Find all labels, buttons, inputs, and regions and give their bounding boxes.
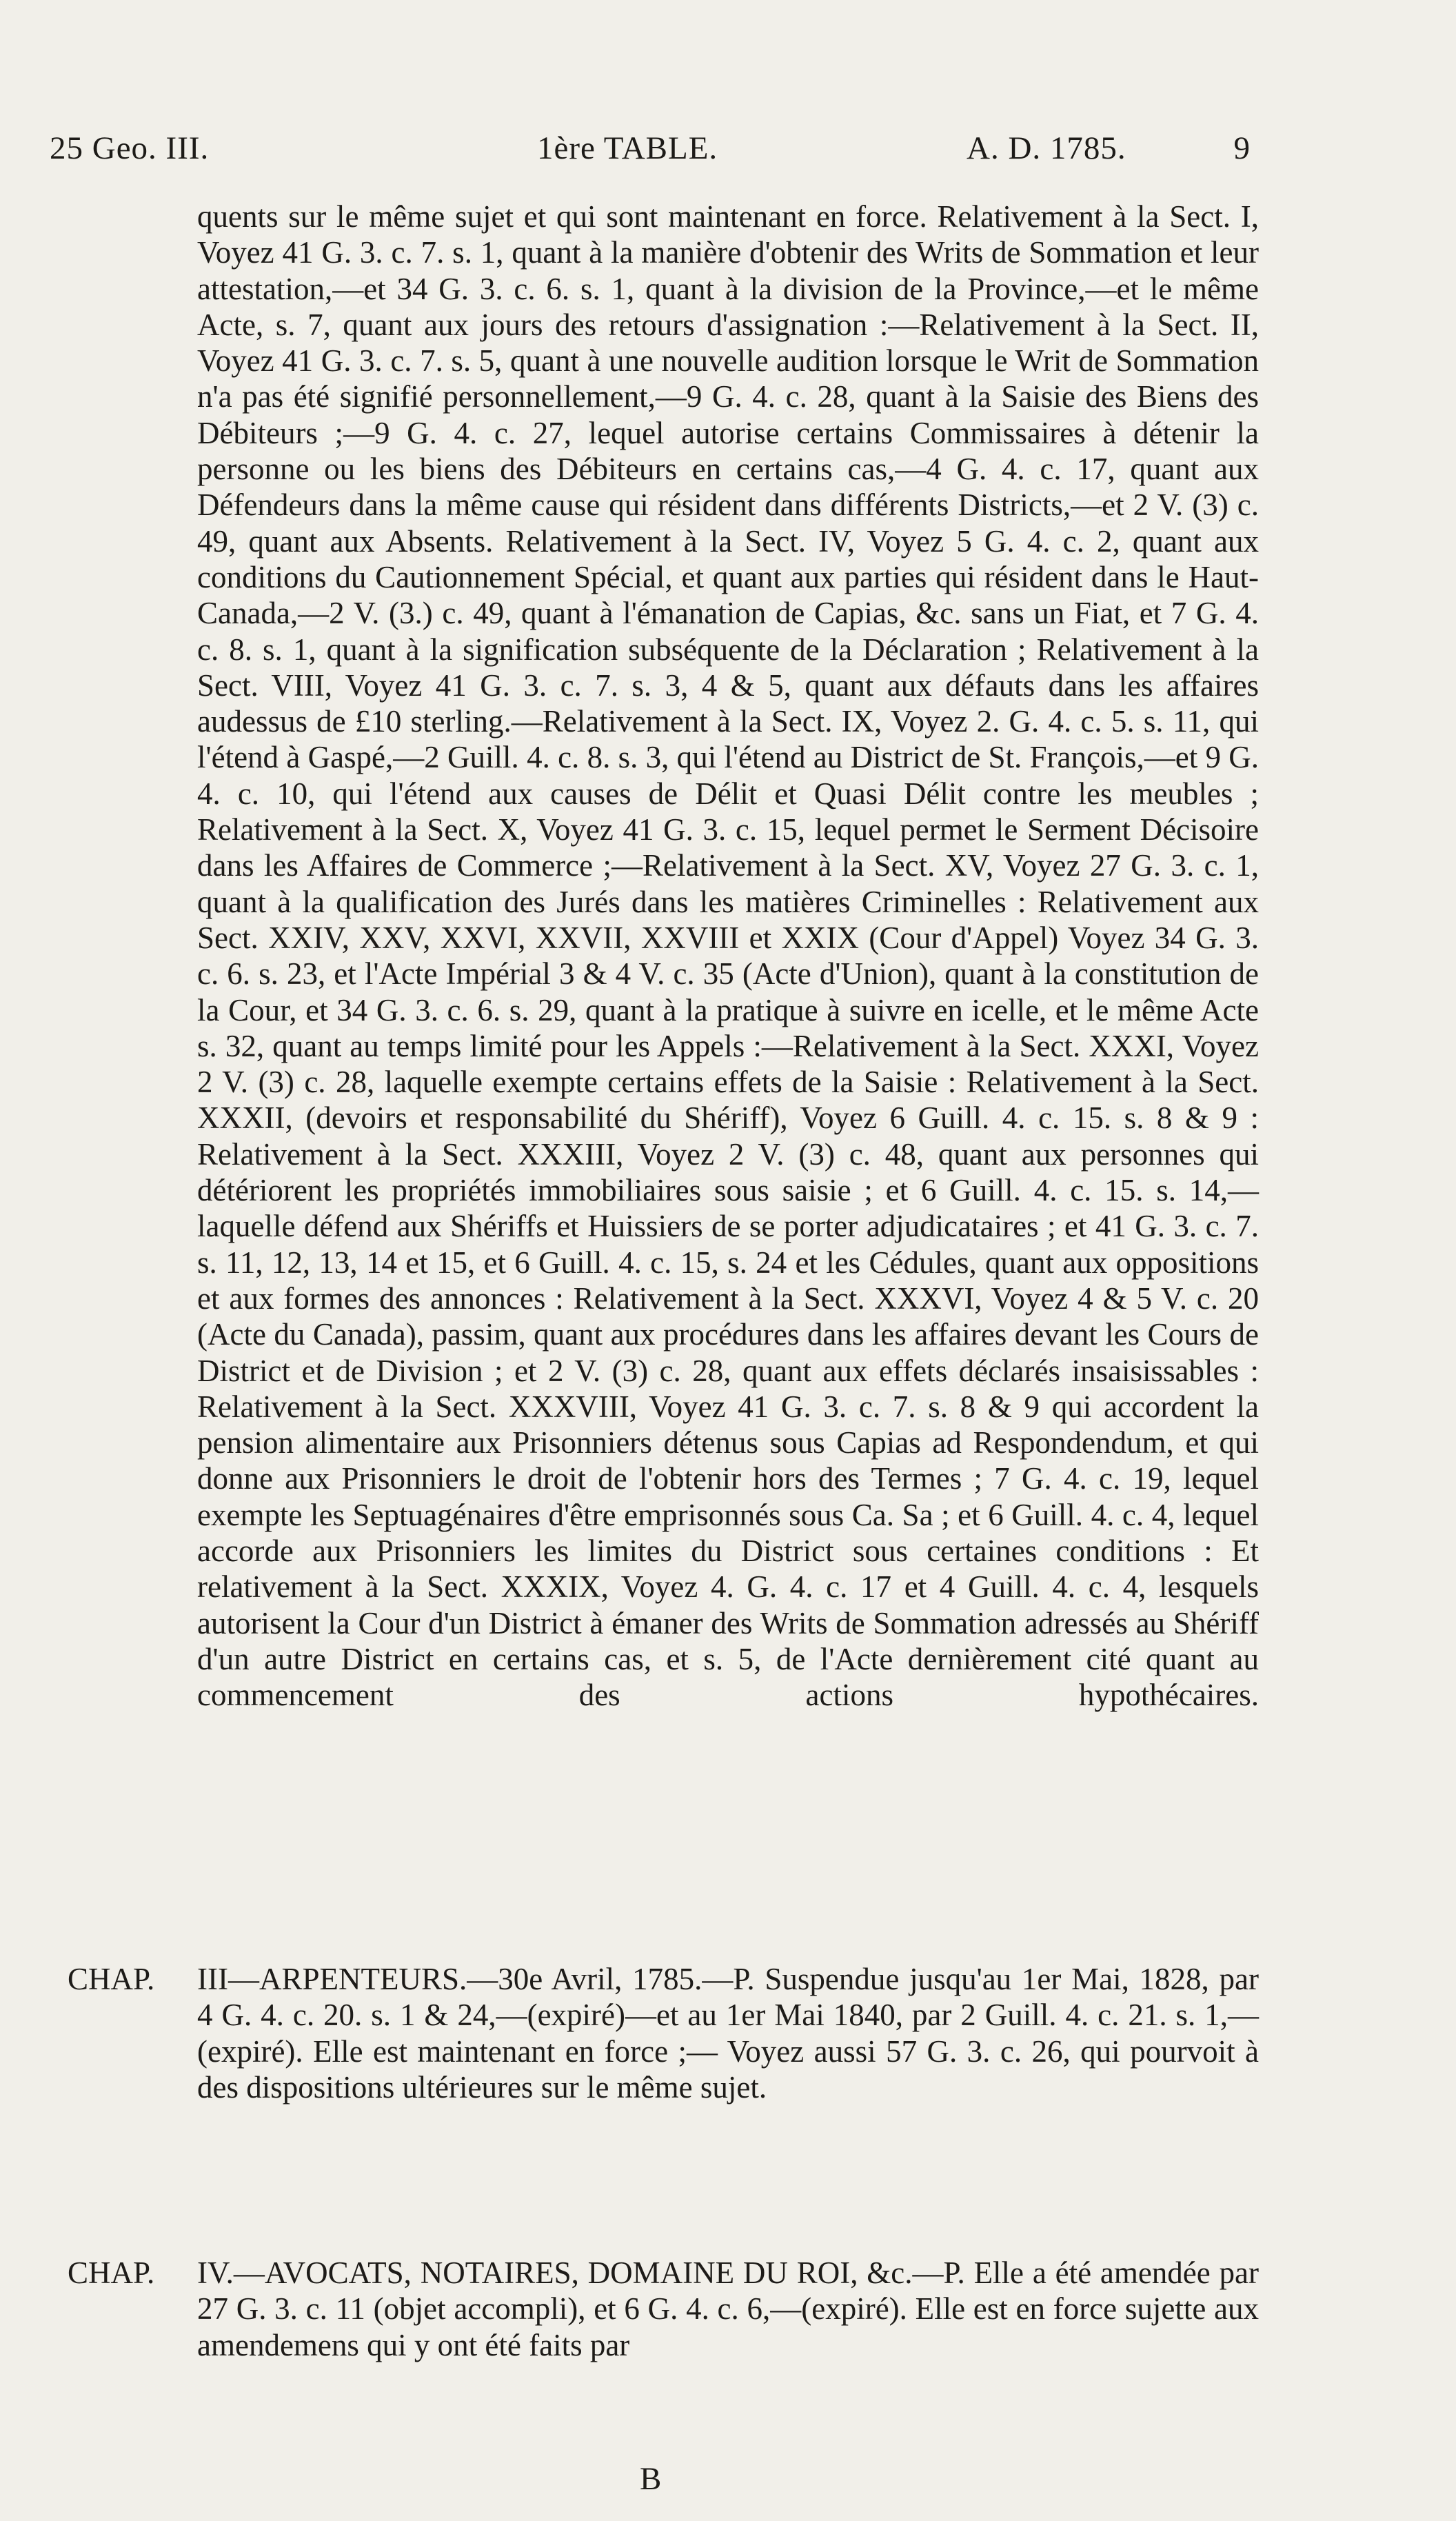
header-year: A. D. 1785.: [967, 130, 1126, 166]
header-table-title: 1ère TABLE.: [537, 130, 718, 166]
page-number: 9: [1233, 130, 1251, 166]
continuation-paragraph: [197, 199, 1259, 1713]
running-header: [50, 130, 1251, 171]
chapter-text: IV.—AVOCATS, NOTAIRES, DOMAINE DU ROI, &c.—P. Elle a été amendée par 27 G. 3. c. 11 (objet accompli), et 6 G. 4. c. 6,—(expiré). Elle est en force sujette aux amendemens qui y ont été faits par: [197, 2256, 1259, 2362]
continuation-text: quents sur le même sujet et qui sont maintenant en force. Relativement à la Sect. I, Voyez 41 G. 3. c. 7. s. 1, quant à la manière d'obtenir des Writs de Sommation et leur attestation,—et 34 G. 3. c. 6. s. 1, quant à la division de la Province,—et le même Acte, s. 7, quant aux jours des retours d'assignation :—Relativement à la Sect. II, Voyez 41 G. 3. c. 7. s. 5, quant à une nouvelle audition lorsque le Writ de Sommation n'a pas été signifié personnellement,—9 G. 4. c. 28, quant à la Saisie des Biens des Débiteurs ;—9 G. 4. c. 27, lequel autorise certains Commissaires à détenir la personne ou les biens des Débiteurs en certains cas,—4 G. 4. c. 17, quant aux Défendeurs dans la même cause qui résident dans différents Districts,—et 2 V. (3) c. 49, quant aux Absents. Relativement à la Sect. IV, Voyez 5 G. 4. c. 2, quant aux conditions du Cautionnement Spécial, et quant aux parties qui résident dans le Haut-Canada,—2 V. (3.) c. 49, quant à l'émanation de Capias, &c. sans un Fiat, et 7 G. 4. c. 8. s. 1, quant à la signification subséquente de la Déclaration ; Relativement à la Sect. VIII, Voyez 41 G. 3. c. 7. s. 3, 4 & 5, quant aux défauts dans les affaires audessus de £10 sterling.—Relativement à la Sect. IX, Voyez 2. G. 4. c. 5. s. 11, qui l'étend à Gaspé,—2 Guill. 4. c. 8. s. 3, qui l'étend au District de St. François,—et 9 G. 4. c. 10, qui l'étend aux causes de Délit et Quasi Délit contre les meubles ; Relativement à la Sect. X, Voyez 41 G. 3. c. 15, lequel permet le Serment Décisoire dans les Affaires de Commerce ;—Relativement à la Sect. XV, Voyez 27 G. 3. c. 1, quant à la qualification des Jurés dans les matières Criminelles : Relativement aux Sect. XXIV, XXV, XXVI, XXVII, XXVIII et XXIX (Cour d'Appel) Voyez 34 G. 3. c. 6. s. 23, et l'Acte Impérial 3 & 4 V. c. 35 (Acte d'Union), quant à la constitution de la Cour, et 34 G. 3. c. 6. s. 29, quant à la pratique à suivre en icelle, et le même Acte s. 32, quant au temps limité pour les Appels :—Relativement à la Sect. XXXI, Voyez 2 V. (3) c. 28, laquelle exempte certains effets de la Saisie : Relativement à la Sect. XXXII, (devoirs et responsabilité du Shériff), Voyez 6 Guill. 4. c. 15. s. 8 & 9 : Relativement à la Sect. XXXIII, Voyez 2 V. (3) c. 48, quant aux personnes qui détériorent les propriétés immobiliaires sous saisie ; et 6 Guill. 4. c. 15. s. 14,—laquelle défend aux Shériffs et Huissiers de se porter adjudicataires ; et 41 G. 3. c. 7. s. 11, 12, 13, 14 et 15, et 6 Guill. 4. c. 15, s. 24 et les Cédules, quant aux oppositions et aux formes des annonces : Relativement à la Sect. XXXVI, Voyez 4 & 5 V. c. 20 (Acte du Canada), passim, quant aux procédures dans les affaires devant les Cours de District et de Division ; et 2 V. (3) c. 28, quant aux effets déclarés insaisissables : Relativement à la Sect. XXXVIII, Voyez 41 G. 3. c. 7. s. 8 & 9 qui accordent la pension alimentaire aux Prisonniers détenus sous Capias ad Respondendum, et qui donne aux Prisonniers le droit de l'obtenir hors des Termes ; 7 G. 4. c. 19, lequel exempte les Septuagénaires d'être emprisonnés sous Ca. Sa ; et 6 Guill. 4. c. 4, lequel accorde aux Prisonniers les limites du District sous certaines conditions : Et relativement à la Sect. XXXIX, Voyez 4. G. 4. c. 17 et 4 Guill. 4. c. 4, lesquels autorisent la Cour d'un District à émaner des Writs de Sommation adressés au Shériff d'un autre District en certains cas, et s. 5, de l'Acte dernièrement cité quant au commencement des actions hypothécaires.: [197, 199, 1259, 1713]
chapter-label: CHAP.: [68, 1962, 155, 1996]
chapter-label: CHAP.: [68, 2256, 155, 2290]
chapter-text: III—ARPENTEURS.—30e Avril, 1785.—P. Suspendue jusqu'au 1er Mai, 1828, par 4 G. 4. c. 20. s. 1 & 24,—(expiré)—et au 1er Mai 1840, par 2 Guill. 4. c. 21. s. 1,—(expiré). Elle est maintenant en force ;— Voyez aussi 57 G. 3. c. 26, qui pourvoit à des dispositions ultérieures sur le même sujet.: [197, 1962, 1259, 2105]
header-regnal-year: 25 Geo. III.: [50, 130, 210, 166]
chapter-entry-4: [68, 2255, 1259, 2363]
chapter-entry-3: [68, 1961, 1259, 2105]
signature-mark: B: [640, 2461, 662, 2497]
